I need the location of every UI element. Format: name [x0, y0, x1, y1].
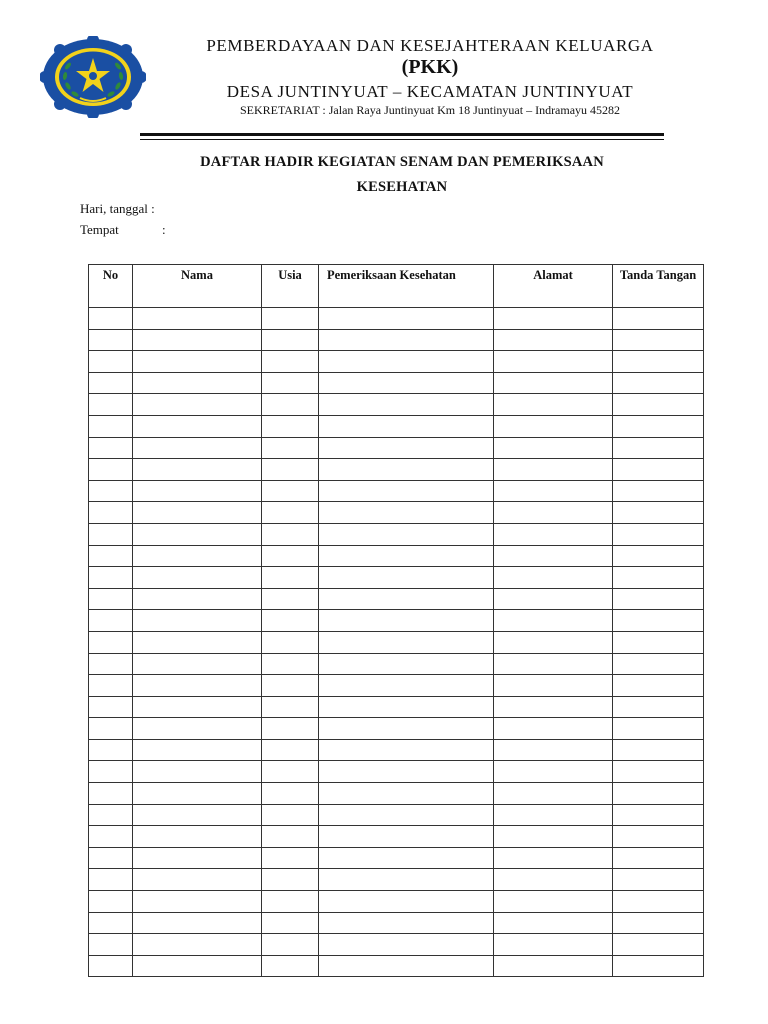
cell-no[interactable]	[89, 675, 133, 697]
cell-pemeriksaan[interactable]	[319, 955, 494, 977]
cell-pemeriksaan[interactable]	[319, 437, 494, 459]
cell-pemeriksaan[interactable]	[319, 523, 494, 545]
cell-nama[interactable]	[133, 675, 262, 697]
cell-usia[interactable]	[262, 329, 319, 351]
cell-pemeriksaan[interactable]	[319, 308, 494, 330]
cell-usia[interactable]	[262, 610, 319, 632]
cell-usia[interactable]	[262, 588, 319, 610]
cell-usia[interactable]	[262, 783, 319, 805]
cell-tanda-tangan[interactable]	[613, 739, 704, 761]
cell-tanda-tangan[interactable]	[613, 329, 704, 351]
cell-no[interactable]	[89, 891, 133, 913]
attendance-table-body	[89, 308, 704, 977]
cell-alamat[interactable]	[494, 415, 613, 437]
cell-tanda-tangan[interactable]	[613, 415, 704, 437]
cell-alamat[interactable]	[494, 631, 613, 653]
place-label: Tempat	[80, 222, 119, 237]
cell-pemeriksaan[interactable]	[319, 869, 494, 891]
table-row	[89, 588, 704, 610]
cell-tanda-tangan[interactable]	[613, 891, 704, 913]
table-row	[89, 523, 704, 545]
cell-pemeriksaan[interactable]	[319, 351, 494, 373]
document-title-line1: DAFTAR HADIR KEGIATAN SENAM DAN PEMERIKSAAN	[200, 154, 604, 170]
cell-pemeriksaan[interactable]	[319, 718, 494, 740]
cell-alamat[interactable]	[494, 653, 613, 675]
cell-usia[interactable]	[262, 955, 319, 977]
cell-nama[interactable]	[133, 394, 262, 416]
cell-usia[interactable]	[262, 567, 319, 589]
cell-alamat[interactable]	[494, 804, 613, 826]
table-row	[89, 739, 704, 761]
cell-usia[interactable]	[262, 675, 319, 697]
cell-alamat[interactable]	[494, 437, 613, 459]
cell-alamat[interactable]	[494, 329, 613, 351]
cell-tanda-tangan[interactable]	[613, 804, 704, 826]
cell-no[interactable]	[89, 610, 133, 632]
table-row	[89, 372, 704, 394]
cell-nama[interactable]	[133, 523, 262, 545]
cell-usia[interactable]	[262, 502, 319, 524]
place-colon: :	[162, 222, 166, 237]
cell-tanda-tangan[interactable]	[613, 502, 704, 524]
cell-tanda-tangan[interactable]	[613, 588, 704, 610]
cell-usia[interactable]	[262, 934, 319, 956]
cell-nama[interactable]	[133, 783, 262, 805]
cell-no[interactable]	[89, 459, 133, 481]
cell-no[interactable]	[89, 631, 133, 653]
table-row	[89, 653, 704, 675]
cell-tanda-tangan[interactable]	[613, 826, 704, 848]
cell-tanda-tangan[interactable]	[613, 761, 704, 783]
cell-no[interactable]	[89, 739, 133, 761]
cell-nama[interactable]	[133, 869, 262, 891]
table-row	[89, 394, 704, 416]
cell-alamat[interactable]	[494, 588, 613, 610]
cell-tanda-tangan[interactable]	[613, 372, 704, 394]
cell-nama[interactable]	[133, 351, 262, 373]
cell-usia[interactable]	[262, 631, 319, 653]
cell-alamat[interactable]	[494, 869, 613, 891]
cell-alamat[interactable]	[494, 372, 613, 394]
cell-no[interactable]	[89, 934, 133, 956]
table-row	[89, 329, 704, 351]
cell-usia[interactable]	[262, 523, 319, 545]
cell-tanda-tangan[interactable]	[613, 437, 704, 459]
cell-usia[interactable]	[262, 804, 319, 826]
cell-tanda-tangan[interactable]	[613, 351, 704, 373]
table-row	[89, 675, 704, 697]
cell-usia[interactable]	[262, 718, 319, 740]
cell-nama[interactable]	[133, 588, 262, 610]
cell-tanda-tangan[interactable]	[613, 783, 704, 805]
cell-tanda-tangan[interactable]	[613, 869, 704, 891]
cell-tanda-tangan[interactable]	[613, 480, 704, 502]
cell-tanda-tangan[interactable]	[613, 934, 704, 956]
secretariat-address: SEKRETARIAT : Jalan Raya Juntinyuat Km 18 Juntinyuat – Indramayu 45282	[239, 103, 621, 117]
cell-usia[interactable]	[262, 912, 319, 934]
cell-usia[interactable]	[262, 415, 319, 437]
cell-alamat[interactable]	[494, 696, 613, 718]
table-row	[89, 891, 704, 913]
cell-alamat[interactable]	[494, 308, 613, 330]
cell-no[interactable]	[89, 502, 133, 524]
cell-pemeriksaan[interactable]	[319, 372, 494, 394]
cell-usia[interactable]	[262, 739, 319, 761]
cell-pemeriksaan[interactable]	[319, 934, 494, 956]
cell-tanda-tangan[interactable]	[613, 308, 704, 330]
cell-tanda-tangan[interactable]	[613, 955, 704, 977]
table-row	[89, 955, 704, 977]
cell-pemeriksaan[interactable]	[319, 783, 494, 805]
cell-no[interactable]	[89, 869, 133, 891]
cell-pemeriksaan[interactable]	[319, 653, 494, 675]
cell-usia[interactable]	[262, 351, 319, 373]
cell-nama[interactable]	[133, 739, 262, 761]
cell-alamat[interactable]	[494, 459, 613, 481]
cell-alamat[interactable]	[494, 502, 613, 524]
cell-usia[interactable]	[262, 653, 319, 675]
table-row	[89, 826, 704, 848]
cell-nama[interactable]	[133, 891, 262, 913]
cell-nama[interactable]	[133, 610, 262, 632]
cell-nama[interactable]	[133, 545, 262, 567]
cell-nama[interactable]	[133, 847, 262, 869]
cell-alamat[interactable]	[494, 718, 613, 740]
cell-tanda-tangan[interactable]	[613, 847, 704, 869]
cell-pemeriksaan[interactable]	[319, 675, 494, 697]
cell-pemeriksaan[interactable]	[319, 891, 494, 913]
cell-no[interactable]	[89, 696, 133, 718]
cell-nama[interactable]	[133, 912, 262, 934]
cell-usia[interactable]	[262, 480, 319, 502]
cell-no[interactable]	[89, 783, 133, 805]
cell-tanda-tangan[interactable]	[613, 394, 704, 416]
table-row	[89, 351, 704, 373]
cell-usia[interactable]	[262, 761, 319, 783]
cell-usia[interactable]	[262, 891, 319, 913]
column-header-usia: Usia	[262, 265, 319, 308]
cell-no[interactable]	[89, 826, 133, 848]
cell-alamat[interactable]	[494, 761, 613, 783]
table-header-row	[89, 265, 704, 308]
date-label: Hari, tanggal :	[80, 201, 155, 216]
cell-usia[interactable]	[262, 847, 319, 869]
cell-nama[interactable]	[133, 653, 262, 675]
column-header-alamat: Alamat	[494, 265, 613, 308]
table-row	[89, 567, 704, 589]
table-row	[89, 912, 704, 934]
cell-pemeriksaan[interactable]	[319, 415, 494, 437]
cell-nama[interactable]	[133, 308, 262, 330]
cell-nama[interactable]	[133, 415, 262, 437]
cell-pemeriksaan[interactable]	[319, 912, 494, 934]
cell-tanda-tangan[interactable]	[613, 459, 704, 481]
cell-alamat[interactable]	[494, 847, 613, 869]
cell-nama[interactable]	[133, 567, 262, 589]
organization-abbreviation: (PKK)	[401, 56, 459, 78]
cell-tanda-tangan[interactable]	[613, 523, 704, 545]
cell-no[interactable]	[89, 761, 133, 783]
table-row	[89, 415, 704, 437]
table-row	[89, 480, 704, 502]
cell-pemeriksaan[interactable]	[319, 826, 494, 848]
cell-alamat[interactable]	[494, 783, 613, 805]
cell-usia[interactable]	[262, 394, 319, 416]
cell-nama[interactable]	[133, 934, 262, 956]
column-header-no: No	[89, 265, 133, 308]
table-row	[89, 934, 704, 956]
table-row	[89, 696, 704, 718]
cell-alamat[interactable]	[494, 523, 613, 545]
cell-usia[interactable]	[262, 372, 319, 394]
document-title	[80, 150, 724, 200]
attendance-table	[88, 264, 704, 977]
cell-tanda-tangan[interactable]	[613, 610, 704, 632]
cell-tanda-tangan[interactable]	[613, 675, 704, 697]
table-row	[89, 459, 704, 481]
cell-usia[interactable]	[262, 826, 319, 848]
cell-alamat[interactable]	[494, 567, 613, 589]
cell-no[interactable]	[89, 653, 133, 675]
cell-pemeriksaan[interactable]	[319, 394, 494, 416]
cell-pemeriksaan[interactable]	[319, 329, 494, 351]
cell-pemeriksaan[interactable]	[319, 696, 494, 718]
date-field	[80, 201, 159, 217]
cell-pemeriksaan[interactable]	[319, 480, 494, 502]
cell-no[interactable]	[89, 588, 133, 610]
cell-usia[interactable]	[262, 437, 319, 459]
cell-pemeriksaan[interactable]	[319, 847, 494, 869]
cell-no[interactable]	[89, 912, 133, 934]
cell-nama[interactable]	[133, 761, 262, 783]
cell-nama[interactable]	[133, 718, 262, 740]
cell-pemeriksaan[interactable]	[319, 739, 494, 761]
cell-tanda-tangan[interactable]	[613, 912, 704, 934]
cell-no[interactable]	[89, 955, 133, 977]
cell-no[interactable]	[89, 329, 133, 351]
cell-no[interactable]	[89, 523, 133, 545]
cell-usia[interactable]	[262, 308, 319, 330]
table-row	[89, 783, 704, 805]
column-header-tanda-tangan: Tanda Tangan	[613, 265, 704, 308]
cell-pemeriksaan[interactable]	[319, 545, 494, 567]
cell-no[interactable]	[89, 480, 133, 502]
cell-alamat[interactable]	[494, 912, 613, 934]
document-title-line2: KESEHATAN	[356, 179, 448, 195]
letterhead-divider-thick	[140, 133, 664, 136]
cell-nama[interactable]	[133, 372, 262, 394]
village-district: DESA JUNTINYUAT – KECAMATAN JUNTINYUAT	[226, 82, 634, 101]
cell-alamat[interactable]	[494, 891, 613, 913]
cell-pemeriksaan[interactable]	[319, 804, 494, 826]
cell-pemeriksaan[interactable]	[319, 459, 494, 481]
table-row	[89, 869, 704, 891]
cell-no[interactable]	[89, 847, 133, 869]
cell-tanda-tangan[interactable]	[613, 545, 704, 567]
cell-alamat[interactable]	[494, 826, 613, 848]
cell-no[interactable]	[89, 718, 133, 740]
cell-pemeriksaan[interactable]	[319, 588, 494, 610]
cell-alamat[interactable]	[494, 955, 613, 977]
cell-alamat[interactable]	[494, 675, 613, 697]
cell-nama[interactable]	[133, 502, 262, 524]
cell-no[interactable]	[89, 351, 133, 373]
cell-alamat[interactable]	[494, 351, 613, 373]
cell-nama[interactable]	[133, 804, 262, 826]
cell-no[interactable]	[89, 394, 133, 416]
cell-nama[interactable]	[133, 329, 262, 351]
table-row	[89, 502, 704, 524]
place-field	[80, 222, 166, 238]
cell-no[interactable]	[89, 804, 133, 826]
cell-no[interactable]	[89, 415, 133, 437]
cell-tanda-tangan[interactable]	[613, 567, 704, 589]
table-row	[89, 437, 704, 459]
table-row	[89, 718, 704, 740]
column-header-pemeriksaan: Pemeriksaan Kesehatan	[319, 265, 494, 308]
cell-no[interactable]	[89, 308, 133, 330]
cell-nama[interactable]	[133, 826, 262, 848]
cell-usia[interactable]	[262, 459, 319, 481]
table-row	[89, 804, 704, 826]
cell-alamat[interactable]	[494, 739, 613, 761]
column-header-nama: Nama	[133, 265, 262, 308]
cell-pemeriksaan[interactable]	[319, 502, 494, 524]
cell-pemeriksaan[interactable]	[319, 567, 494, 589]
table-row	[89, 761, 704, 783]
table-row	[89, 308, 704, 330]
cell-no[interactable]	[89, 545, 133, 567]
cell-usia[interactable]	[262, 869, 319, 891]
cell-tanda-tangan[interactable]	[613, 718, 704, 740]
cell-usia[interactable]	[262, 696, 319, 718]
cell-pemeriksaan[interactable]	[319, 761, 494, 783]
organization-name: PEMBERDAYAAN DAN KESEJAHTERAAN KELUARGA	[206, 36, 654, 55]
cell-tanda-tangan[interactable]	[613, 631, 704, 653]
cell-no[interactable]	[89, 567, 133, 589]
cell-tanda-tangan[interactable]	[613, 696, 704, 718]
cell-nama[interactable]	[133, 696, 262, 718]
cell-nama[interactable]	[133, 480, 262, 502]
cell-alamat[interactable]	[494, 480, 613, 502]
table-row	[89, 545, 704, 567]
cell-no[interactable]	[89, 372, 133, 394]
cell-alamat[interactable]	[494, 934, 613, 956]
table-row	[89, 631, 704, 653]
cell-alamat[interactable]	[494, 394, 613, 416]
cell-nama[interactable]	[133, 459, 262, 481]
cell-nama[interactable]	[133, 955, 262, 977]
table-row	[89, 847, 704, 869]
cell-alamat[interactable]	[494, 545, 613, 567]
cell-pemeriksaan[interactable]	[319, 610, 494, 632]
cell-tanda-tangan[interactable]	[613, 653, 704, 675]
table-row	[89, 610, 704, 632]
cell-pemeriksaan[interactable]	[319, 631, 494, 653]
cell-no[interactable]	[89, 437, 133, 459]
cell-nama[interactable]	[133, 631, 262, 653]
letterhead-divider-thin	[140, 139, 664, 140]
cell-usia[interactable]	[262, 545, 319, 567]
cell-alamat[interactable]	[494, 610, 613, 632]
cell-nama[interactable]	[133, 437, 262, 459]
